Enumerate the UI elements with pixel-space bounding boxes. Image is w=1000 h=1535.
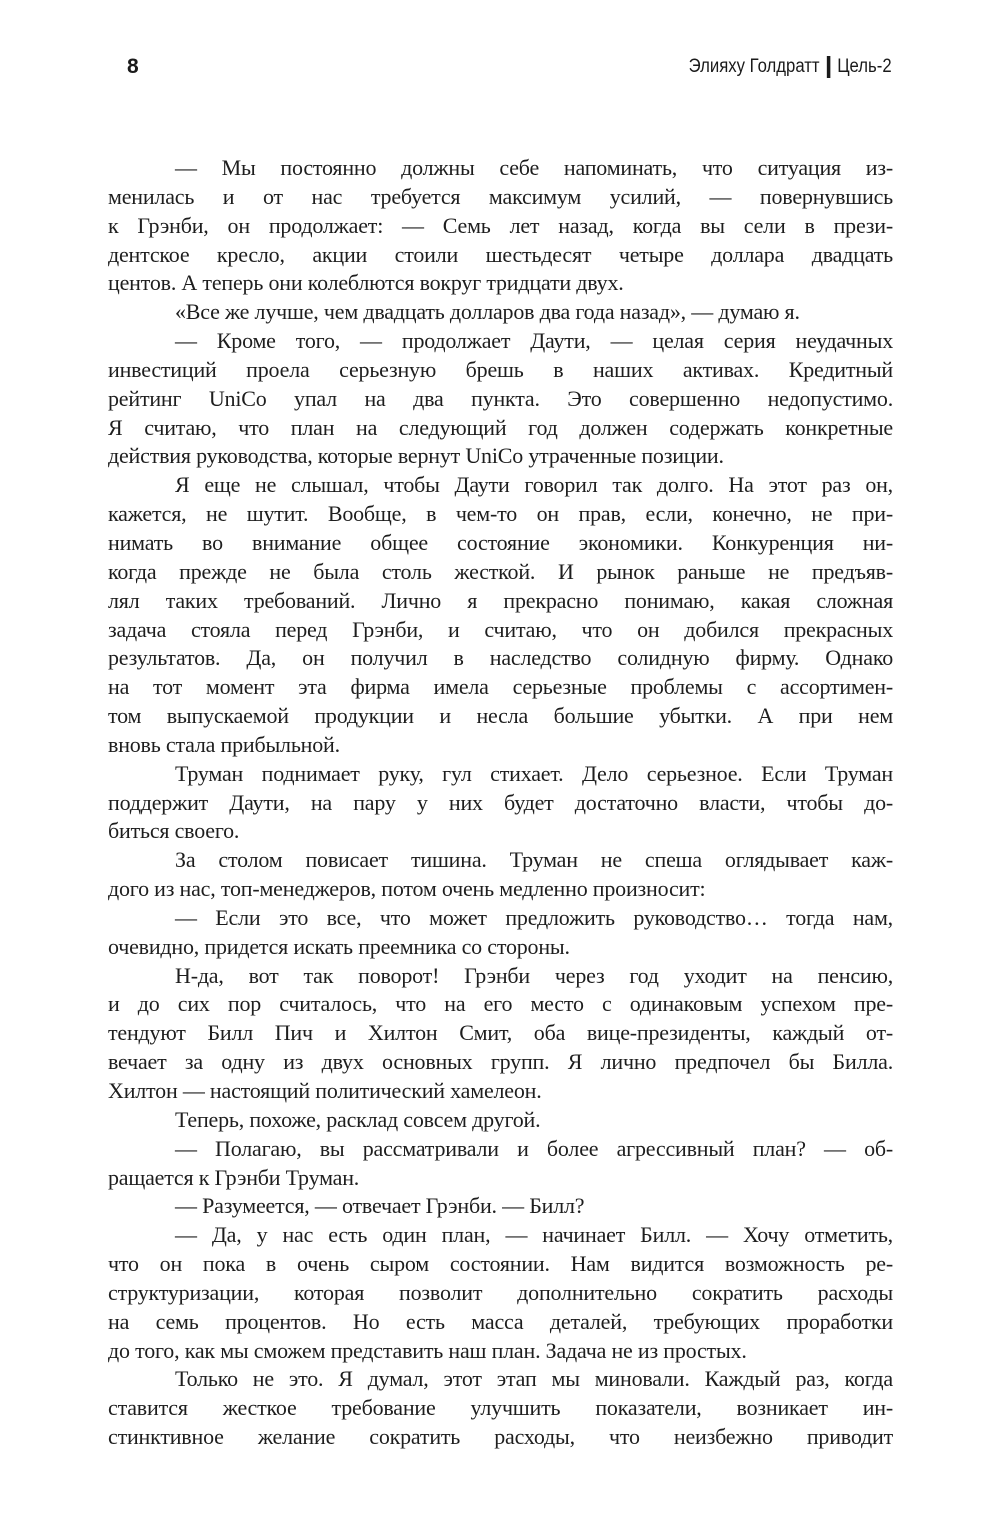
paragraph: [108, 1221, 893, 1365]
paragraph: [108, 1192, 893, 1221]
text-line: очевидно, придется искать преемника со стороны.: [108, 933, 570, 959]
text-line: стинктивное желание сократить расходы, что неизбежно приводит: [108, 1424, 893, 1450]
text-line: Только не это. Я думал, этот этап мы миновали. Каждый раз, когда: [175, 1366, 893, 1392]
running-title: [689, 56, 892, 78]
text-line: Труман поднимает руку, гул стихает. Дело серьезное. Если Труман: [175, 760, 893, 786]
text-line: дентское кресло, акции стоили шестьдесят четыре доллара двадцать: [108, 241, 893, 267]
text-line: и до сих пор считалось, что на его место с одинаковым успехом пре-: [108, 991, 893, 1017]
text-line: на тот момент эта фирма имела серьезные проблемы с ассортимен-: [108, 674, 893, 700]
paragraph: [108, 327, 893, 471]
text-line: том выпускаемой продукции и несла большие убытки. А при нем: [108, 703, 893, 729]
text-line: — Да, у нас есть один план, — начинает Билл. — Хочу отметить,: [175, 1222, 893, 1248]
text-line: результатов. Да, он получил в наследство солидную фирму. Однако: [108, 645, 893, 671]
text-line: — Мы постоянно должны себе напоминать, что ситуация из-: [175, 155, 893, 180]
text-line: на семь процентов. Но есть масса деталей, требующих проработки: [108, 1308, 893, 1334]
paragraph: [108, 904, 893, 962]
page-body: [108, 154, 893, 1452]
text-line: За столом повисает тишина. Труман не спеша оглядывает каж-: [175, 847, 893, 873]
paragraph: [108, 1106, 893, 1135]
text-line: менилась и от нас требуется максимум усилий, — повернувшись: [108, 183, 893, 209]
text-line: когда прежде не была столь жесткой. И рынок раньше не предъяв-: [108, 558, 893, 584]
text-line: — Кроме того, — продолжает Даути, — целая серия неудачных: [175, 328, 893, 354]
text-line: вновь стала прибыльной.: [108, 731, 340, 757]
text-line: поддержит Даути, на пару у них будет достаточно власти, чтобы до-: [108, 789, 893, 815]
text-line: Я еще не слышал, чтобы Даути говорил так долго. На этот раз он,: [175, 472, 893, 498]
text-line: — Разумеется, — отвечает Грэнби. — Билл?: [175, 1193, 585, 1219]
page-number: 8: [127, 55, 139, 78]
text-line: Н-да, вот так поворот! Грэнби через год уходит на пенсию,: [175, 962, 893, 988]
text-line: лял таких требований. Лично я прекрасно понимаю, какая сложная: [108, 587, 893, 613]
text-line: биться своего.: [108, 818, 240, 844]
author-name: Элияху Голдратт: [689, 56, 820, 77]
text-line: рейтинг UniCo упал на два пункта. Это совершенно недопустимо.: [108, 385, 893, 411]
text-line: Теперь, похоже, расклад совсем другой.: [175, 1106, 541, 1132]
paragraph: [108, 471, 893, 759]
text-line: — Если это все, что может предложить руководство… тогда нам,: [175, 904, 893, 930]
text-line: к Грэнби, он продолжает: — Семь лет назад, когда вы сели в прези-: [108, 212, 893, 238]
paragraph: [108, 846, 893, 904]
book-title: Цель-2: [837, 56, 892, 77]
text-line: «Все же лучше, чем двадцать долларов два года назад», — думаю я.: [175, 299, 800, 325]
paragraph: [108, 1365, 893, 1452]
text-line: что он пока в очень сыром состоянии. Нам видится возможность ре-: [108, 1251, 893, 1277]
text-line: ставится жесткое требование улучшить показатели, возникает ин-: [108, 1395, 893, 1421]
text-line: Хилтон — настоящий политический хамелеон.: [108, 1078, 542, 1103]
paragraph: [108, 962, 893, 1106]
text-line: структуризации, которая позволит дополнительно сократить расходы: [108, 1279, 893, 1305]
paragraph: [108, 298, 893, 327]
running-header: [127, 55, 892, 85]
header-separator: [827, 56, 831, 78]
text-line: до того, как мы сможем представить наш план. Задача не из простых.: [108, 1337, 747, 1363]
text-line: дого из нас, топ-менеджеров, потом очень медленно произносит:: [108, 876, 706, 902]
text-line: задача стояла перед Грэнби, и считаю, что он добился прекрасных: [108, 616, 893, 642]
text-line: действия руководства, которые вернут UniCo утраченные позиции.: [108, 443, 724, 469]
text-line: центов. А теперь они колеблются вокруг тридцати двух.: [108, 270, 624, 296]
paragraph: [108, 154, 893, 298]
text-line: тендуют Билл Пич и Хилтон Смит, оба вице-президенты, каждый от-: [108, 1020, 893, 1046]
paragraph: [108, 1135, 893, 1193]
paragraph: [108, 760, 893, 847]
text-line: ращается к Грэнби Труман.: [108, 1164, 360, 1190]
text-line: инвестиций проела серьезную брешь в наших активах. Кредитный: [108, 356, 893, 382]
text-line: Я считаю, что план на следующий год должен содержать конкретные: [108, 414, 893, 440]
text-line: кажется, не шутит. Вообще, в чем-то он прав, если, конечно, не при-: [108, 501, 893, 527]
text-line: нимать во внимание общее состояние экономики. Конкуренция ни-: [108, 529, 893, 555]
text-line: вечает за одну из двух основных групп. Я лично предпочел бы Билла.: [108, 1049, 893, 1075]
text-line: — Полагаю, вы рассматривали и более агрессивный план? — об-: [175, 1135, 893, 1161]
